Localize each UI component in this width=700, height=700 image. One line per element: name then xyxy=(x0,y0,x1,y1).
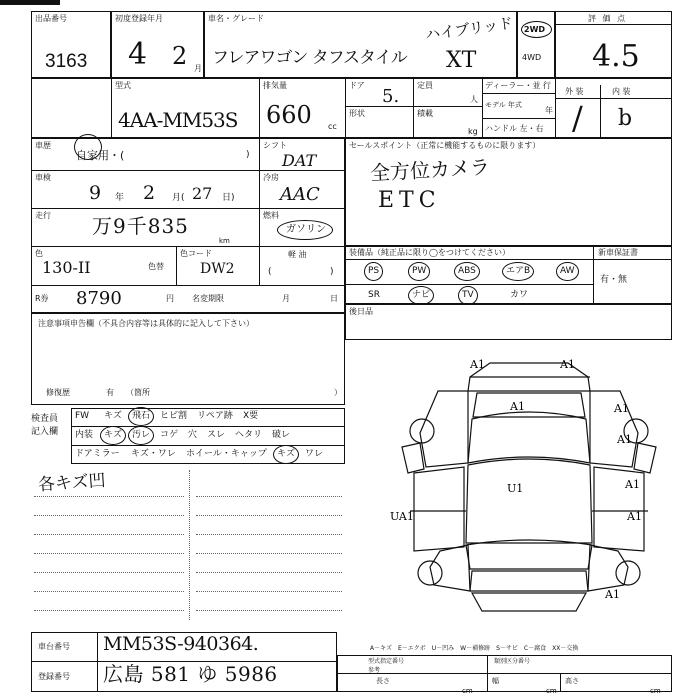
color-code-label: 色コード xyxy=(180,249,212,258)
year-unit: 年 xyxy=(545,106,553,115)
reg-no-label: 登録番号 xyxy=(38,672,70,681)
damage-mark-5: U1 xyxy=(507,482,524,495)
lot-number: 3163 xyxy=(45,51,88,72)
inspector-row-label-1: 内装 xyxy=(75,430,94,440)
fuel-paren-open: ( xyxy=(268,267,272,277)
color-label: 色 xyxy=(35,249,43,258)
model-name: フレアワゴン タフスタイル xyxy=(212,48,407,68)
sales-point-label: セールスポイント（正常に機能するものに限ります） xyxy=(349,141,541,150)
dealer-label: ディーラー・並 行 xyxy=(485,81,551,90)
diagram-legend: A－キズ E－エクボ U－凹み W－補修跡 S－サビ C－腐食 XX－交換 xyxy=(370,645,579,652)
km-unit: km xyxy=(219,237,230,245)
seats-label: 定員 xyxy=(417,81,433,90)
rken-label: R券 xyxy=(35,294,49,303)
doors-label: ドア xyxy=(349,81,365,90)
damage-mark-8: A1 xyxy=(627,510,642,523)
damage-mark-7: UA1 xyxy=(390,510,414,523)
sales-point-line2: ETC xyxy=(378,188,441,213)
equipment-option-3: エアB xyxy=(506,266,531,276)
inspector-row-label-0: FW xyxy=(75,411,90,421)
type-value: 4AA-MM53S xyxy=(118,108,238,132)
equipment-option-4: AW xyxy=(560,266,575,276)
inspector-item-0-0: キズ xyxy=(104,411,122,421)
equipment-option-0: PS xyxy=(368,266,380,276)
height-label: 高さ xyxy=(565,677,579,685)
equipment-option-8: カワ xyxy=(510,290,529,300)
color-code-value: DW2 xyxy=(200,261,235,277)
handle-label: ハンドル 左・右 xyxy=(485,124,544,133)
insp-month: 2 xyxy=(143,182,156,204)
equipment-option-6: ナビ xyxy=(412,290,431,300)
damage-mark-2: A1 xyxy=(510,400,525,413)
exterior-value: / xyxy=(572,99,583,137)
damage-mark-6: A1 xyxy=(625,478,640,491)
inspector-row-label-2: ドアミラー xyxy=(75,449,120,459)
inspector-item-2-3: ワレ xyxy=(305,449,324,459)
interior-value: b xyxy=(618,106,633,131)
cc-unit: cc xyxy=(328,122,337,131)
chassis-value: MM53S-940364. xyxy=(103,633,259,655)
caution-label: 注意事項申告欄（不具合内容等は具体的に記入して下さい） xyxy=(38,319,254,328)
new-car-label: 新車保証書 xyxy=(598,248,638,257)
sales-point-line1: 全方位カメラ xyxy=(369,154,491,186)
inspector-item-1-4: スレ xyxy=(207,430,226,440)
car-diagram xyxy=(380,355,680,620)
mileage-value: 万9千835 xyxy=(92,214,189,238)
fuel-paren-close: ) xyxy=(330,267,334,277)
after-item-box xyxy=(345,304,672,340)
displacement-label: 排気量 xyxy=(263,81,287,90)
shift-label: シフト xyxy=(263,141,287,150)
history-close: ) xyxy=(246,150,250,160)
cm-unit-2: cm xyxy=(546,687,557,695)
doors-value: 5. xyxy=(382,86,400,107)
inspector-item-1-2: コゲ xyxy=(160,430,179,440)
insp-month-unit: 月( xyxy=(172,193,185,203)
history-label: 車歴 xyxy=(35,141,51,150)
model-year-label: モデル 年式 xyxy=(485,101,522,109)
equipment-option-7: TV xyxy=(462,290,474,300)
inspector-label: 検査員 記入欄 xyxy=(31,414,59,437)
fuel-value: ガソリン xyxy=(286,224,326,235)
mileage-label: 走行 xyxy=(35,211,51,220)
inspector-item-1-0: キズ xyxy=(104,430,122,440)
score-value: 4.5 xyxy=(592,39,640,74)
cm-unit-1: cm xyxy=(462,687,473,695)
inspector-item-1-3: 穴 xyxy=(188,430,198,440)
top-binding-strip xyxy=(0,0,60,5)
drive-4wd: 4WD xyxy=(522,53,542,62)
aircon-label: 冷房 xyxy=(263,173,279,182)
inspector-item-2-2: キズ xyxy=(277,449,295,459)
type-label: 型式 xyxy=(115,81,131,90)
month-label: 月 xyxy=(282,294,290,303)
day-label: 日 xyxy=(330,294,338,303)
damage-mark-0: A1 xyxy=(470,358,485,371)
chassis-label: 車台番号 xyxy=(38,642,70,651)
insp-year: 9 xyxy=(89,182,102,204)
model-label: 車名・グレード xyxy=(208,14,264,23)
name-change-label: 名変期限 xyxy=(192,294,224,303)
category-number-label: 類別区分番号 xyxy=(494,658,531,665)
equipment-option-1: PW xyxy=(412,266,427,276)
inspector-item-2-1: ホイール・キャップ xyxy=(186,449,267,459)
inspector-item-1-1: 汚レ xyxy=(132,430,151,440)
equipment-label: 装備品（純正品に限り◯をつけてください） xyxy=(349,248,510,257)
reg-year: 4 xyxy=(128,37,148,72)
inspector-item-0-2: ヒビ割 xyxy=(160,411,188,421)
capacity-label: 積載 xyxy=(417,109,433,118)
exterior-label: 外 装 xyxy=(565,87,584,96)
drive-2wd: 2WD xyxy=(524,25,546,34)
insp-year-unit: 年 xyxy=(115,193,125,203)
ref-label-1: 参考 xyxy=(368,667,381,674)
hybrid-text: ハイブリッド xyxy=(424,13,515,45)
shift-value: DAT xyxy=(282,151,317,170)
reg-month: 2 xyxy=(172,42,188,70)
kg-unit: kg xyxy=(468,127,478,136)
insp-day: 27 xyxy=(192,184,213,203)
inspector-item-0-3: リペア跡 xyxy=(197,411,233,421)
after-label: 後日品 xyxy=(349,307,373,316)
color-change-label: 色替 xyxy=(148,262,164,271)
inspector-item-0-1: 飛石 xyxy=(132,411,151,421)
repair-label: 修復歴 xyxy=(46,388,70,397)
width-label: 幅 xyxy=(492,677,499,685)
length-label: 長さ xyxy=(376,677,390,685)
history-value: 自家用・( xyxy=(76,149,125,162)
inspector-item-1-5: ヘタリ xyxy=(235,430,263,440)
person-unit: 人 xyxy=(470,95,478,104)
fuel-label: 燃料 xyxy=(263,211,279,220)
cm-unit-3: cm xyxy=(650,687,661,695)
displacement-value: 660 xyxy=(266,101,312,129)
inspector-item-0-4: X要 xyxy=(243,411,259,421)
model-designation-label: 型式指定番号 xyxy=(368,658,405,665)
repair-close: ） xyxy=(334,388,342,397)
rken-value: 8790 xyxy=(76,288,122,309)
aircon-value: AAC xyxy=(280,184,320,205)
handwritten-note: 各キズ凹 xyxy=(37,470,107,496)
yen-unit: 円 xyxy=(166,294,174,303)
repair-yes: 有 xyxy=(106,388,114,397)
damage-mark-4: A1 xyxy=(617,433,632,446)
inspector-item-1-6: 破レ xyxy=(272,430,291,440)
inspector-item-2-0: キズ・ワレ xyxy=(131,449,176,459)
inspection-label: 車検 xyxy=(35,173,51,182)
score-label: 評 価 点 xyxy=(588,14,628,23)
insp-day-unit: 日) xyxy=(222,193,235,203)
repair-location: （箇所 xyxy=(126,388,150,397)
fuel-alt: 軽 油 xyxy=(288,250,307,259)
month-unit: 月 xyxy=(194,64,202,73)
shape-label: 形状 xyxy=(349,109,365,118)
damage-mark-1: A1 xyxy=(560,358,575,371)
first-reg-label: 初度登録年月 xyxy=(115,14,163,23)
lot-label: 出品番号 xyxy=(35,14,67,23)
reg-no-value: 広島 581 ゆ 5986 xyxy=(103,662,278,686)
damage-mark-3: A1 xyxy=(614,402,629,415)
new-car-value: 有・無 xyxy=(600,275,628,285)
color-value: 130-II xyxy=(42,258,91,277)
interior-label: 内 装 xyxy=(612,87,631,96)
equipment-option-5: SR xyxy=(368,290,380,300)
grade: XT xyxy=(446,48,477,73)
damage-mark-9: A1 xyxy=(605,588,620,601)
equipment-option-2: ABS xyxy=(458,266,476,276)
